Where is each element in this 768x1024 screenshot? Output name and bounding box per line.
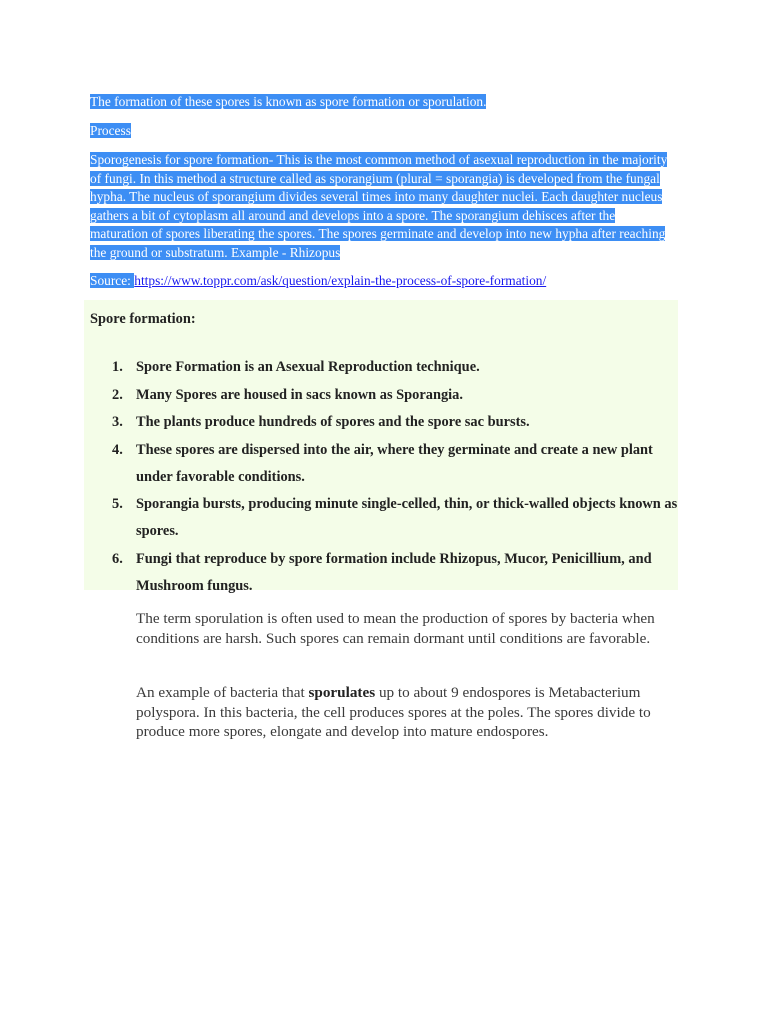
list-item-text: These spores are dispersed into the air, where they germinate and create a new plant under favorable conditions.: [136, 441, 653, 485]
list-item: [84, 437, 678, 491]
list-item-text: The plants produce hundreds of spores and the spore sac bursts.: [136, 414, 530, 430]
list-item-number: 1.: [112, 359, 123, 375]
list-item: [84, 382, 678, 409]
list-item-number: 2.: [112, 386, 123, 403]
source-link[interactable]: https://www.toppr.com/ask/question/explain-the-process-of-spore-formation/: [134, 273, 547, 288]
list-item-text: Sporangia bursts, producing minute single-celled, thin, or thick-walled objects known as spores.: [136, 496, 678, 539]
list-item-number: 5.: [112, 496, 123, 512]
list-item-text: Fungi that reproduce by spore formation include Rhizopus, Mucor, Penicillium, and Mushroom fungus.: [136, 550, 652, 594]
process-heading-text: Process: [90, 123, 131, 138]
list-item: [84, 354, 678, 381]
intro-line-text: The formation of these spores is known as spore formation or sporulation.: [90, 94, 487, 109]
list-item-text: Spore Formation is an Asexual Reproduction technique.: [136, 359, 480, 375]
list-item: [84, 409, 678, 436]
spore-formation-title: Spore formation:: [90, 311, 196, 327]
list-item-number: 4.: [112, 441, 123, 458]
source-line: [90, 272, 546, 291]
sporogenesis-paragraph: [90, 151, 668, 262]
sporogenesis-paragraph-text: Sporogenesis for spore formation- This is the most common method of asexual reproduction in the majority of fungi. In this method a structure called as sporangium (plural = sporangia) is developed from the fungal hypha. The nucleus of sporangium divides several times into many daughter nuclei. Each daughter nucleus gathers a bit of cytoplasm all around and develops into a spore. The sporangium dehisces after the maturation of spores liberating the spores. The spores germinate and develop into new hypha after reaching the ground or substratum. Example - Rhizopus: [90, 152, 668, 260]
list-item-number: 3.: [112, 414, 123, 430]
list-item-number: 6.: [112, 550, 123, 567]
para2-bold-term: sporulates: [308, 684, 376, 701]
process-heading: [90, 122, 131, 141]
source-label: Source:: [90, 273, 131, 288]
spore-formation-list: [84, 354, 678, 600]
intro-line: [90, 93, 486, 112]
para2-text-start: An example of bacteria that: [136, 684, 309, 701]
sporulation-paragraph: The term sporulation is often used to mean the production of spores by bacteria when conditions are harsh. Such spores can remain dormant until conditions are favorable.: [136, 610, 655, 647]
list-item: [84, 491, 678, 545]
list-item-text: Many Spores are housed in sacs known as Sporangia.: [136, 386, 463, 403]
metabacterium-paragraph: [136, 683, 681, 742]
list-item: [84, 546, 678, 600]
para2-text-end: up to about 9 endospores is Metabacterium polyspora. In this bacteria, the cell produces spores at the poles. The spores divide to produce more spores, elongate and develop into mature endospores.: [136, 684, 651, 740]
